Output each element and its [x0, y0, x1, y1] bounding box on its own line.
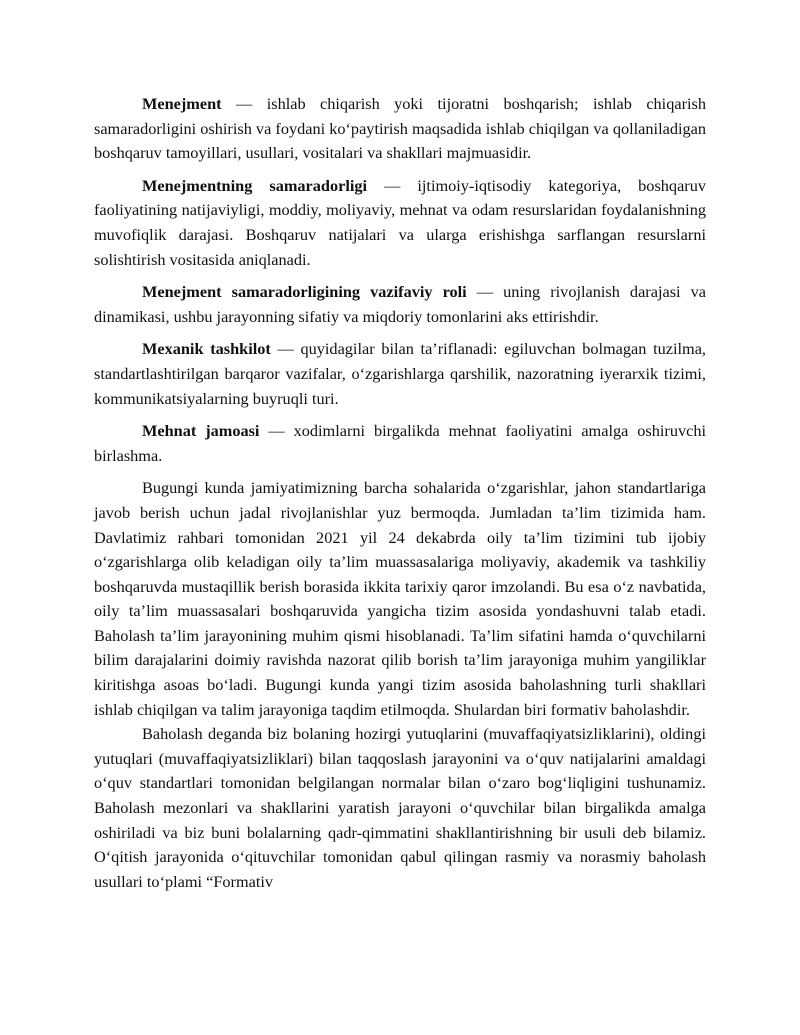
definition-term: Menejmentning samaradorligi — [142, 175, 368, 195]
definition-vazifaviy-roli — [94, 280, 706, 329]
definition-text: — xodimlarni birgalikda mehnat faoliyatini amalga oshiruvchi birlashma. — [94, 421, 706, 465]
definition-term: Mexanik tashkilot — [142, 339, 271, 359]
definition-text: — uning rivojlanish darajasi va dinamikasi, ushbu jarayonning sifatiy va miqdoriy tomonlarini aks ettirishdir. — [94, 282, 706, 326]
definition-mexanik-tashkilot — [94, 337, 706, 411]
definition-menejment-samaradorligi — [94, 174, 706, 272]
definition-text: — ishlab chiqarish yoki tijoratni boshqarish; ishlab chiqarish samaradorligini oshirish va foydani ko‘paytirish maqsadida ishlab chiqilgan va qollaniladigan boshqaruv tamoyillari, usullari, vositalari va shakllari majmuasidir. — [94, 94, 706, 163]
definition-term: Mehnat jamoasi — [142, 421, 260, 441]
definition-text: — quyidagilar bilan ta’riflanadi: egiluvchan bolmagan tuzilma, standartlashtirilgan barqaror vazifalar, o‘zgarishlarga qarshilik, nazoratning iyerarxik tizimi, kommunikatsiyalarning buyruqli turi. — [94, 339, 706, 408]
definition-text: — ijtimoiy-iqtisodiy kategoriya, boshqaruv faoliyatining natijaviyligi, moddiy, moliyaviy, mehnat va odam resurslaridan foydalanishning muvofiqlik darajasi. Boshqaruv natijalari va ularga erishishga sarflangan resurslarni solishtirish vositasida aniqlanadi. — [94, 175, 706, 269]
definition-mehnat-jamoasi — [94, 419, 706, 468]
definition-term: Menejment samaradorligining vazifaviy roli — [142, 282, 467, 302]
body-paragraph: Baholash deganda biz bolaning hozirgi yutuqlarini (muvaffaqiyatsizliklarini), oldingi yutuqlari (muvaffaqiyatsizliklari) bilan taqqoslash jarayonini va o‘quv natijalarini amaldagi o‘quv standartlari tomonidan belgilangan normalar bilan o‘zaro bog‘liqligini tushunamiz. Baholash mezonlari va shakllarini yaratish jarayoni o‘quvchilar bilan birgalikda amalga oshiriladi va biz buni bolalarning qadr-qimmatini shakllantirishning bir usuli deb bilamiz. O‘qitish jarayonida o‘qituvchilar tomonidan qabul qilingan rasmiy va norasmiy baholash usullari to‘plami “Formativ — [94, 724, 706, 891]
body-paragraph: Bugungi kunda jamiyatimizning barcha sohalarida o‘zgarishlar, jahon standartlariga javob berish uchun jadal rivojlanishlar yuz bermoqda. Jumladan ta’lim tizimida ham. Davlatimiz rahbari tomonidan 2021 yil 24 dekabrda oily ta’lim tizimini tub ijobiy o‘zgarishlarga olib keladigan oily ta’lim muassasalariga moliyaviy, akademik va tashkiliy boshqaruvda mustaqillik berish borasida ikkita tarixiy qaror imzolandi. Bu esa o‘z navbatida, oily ta’lim muassasalari boshqaruvida yangicha tizim asosida yondashuvni talab etadi. Baholash ta’lim jarayonining muhim qismi hisoblanadi. Ta’lim sifatini hamda o‘quvchilarni bilim darajalarini doimiy ravishda nazorat qilib borish ta’lim jarayoniga muhim yangiliklar kiritishga asoas bo‘ladi. Bugungi kunda yangi tizim asosida baholashning turli shakllari ishlab chiqilgan va talim jarayoniga taqdim etilmoqda. Shulardan biri formativ baholashdir. — [94, 478, 706, 719]
definition-menejment — [94, 92, 706, 166]
definition-term: Menejment — [142, 94, 222, 113]
document-page — [94, 92, 706, 894]
